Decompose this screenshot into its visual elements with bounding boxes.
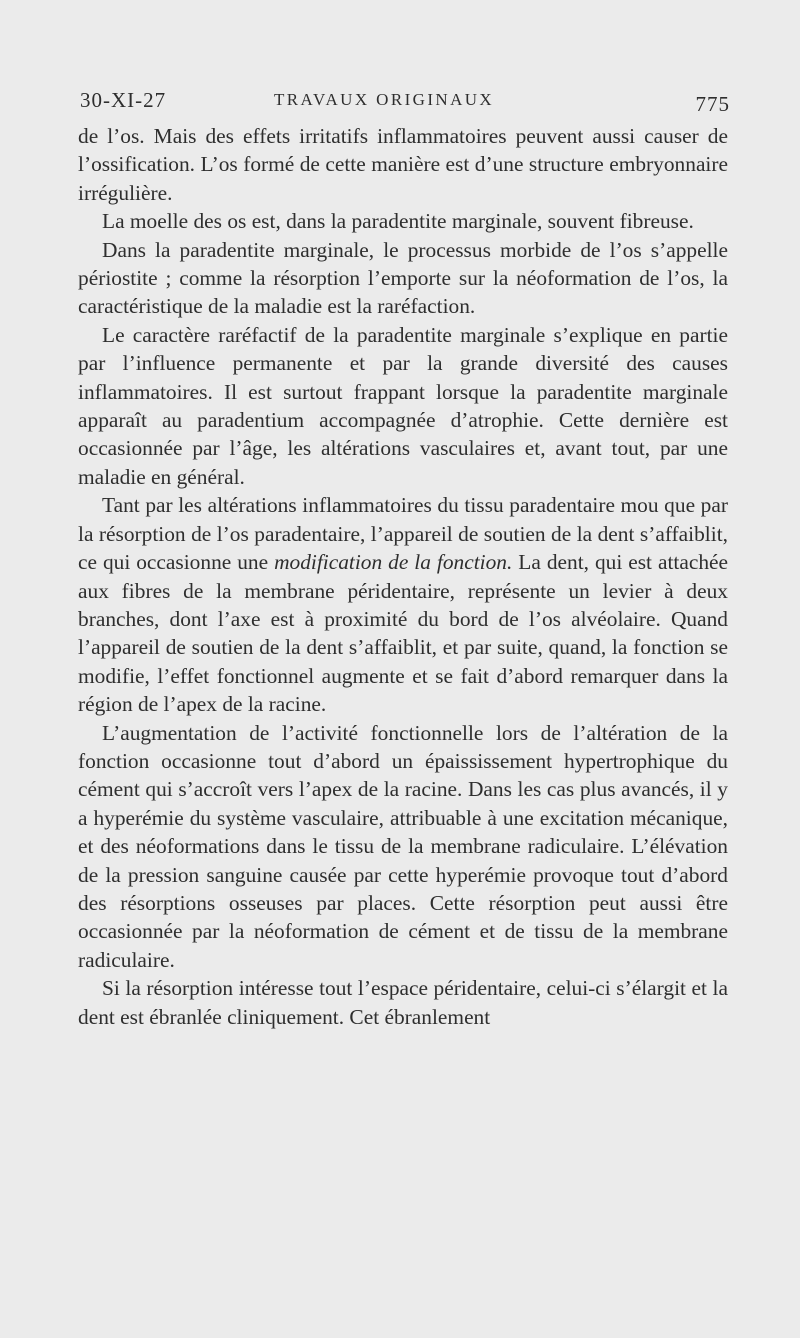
paragraph-3: Dans la paradentite marginale, le processus morbide de l’os s’appelle périostite ; comme la résorption l’emporte sur la néoformation de l’os, la caractéristique de la maladie est la raréfaction. [78,237,728,319]
paragraph-6: L’augmentation de l’activité fonctionnelle lors de l’altération de la fonction occasionne tout d’abord un épaississement hypertrophique du cément qui s’accroît vers l’apex de la racine. Dans les cas plus avancés, il y a hyperémie du système vasculaire, attribuable à une excitation mécanique, et des néoformations dans le tissu de la membrane radiculaire. L’élévation de la pression sanguine causée par cette hyperémie provoque tout d’abord des résorptions osseuses par places. Cette résorption peut aussi être occasionnée par la néoformation de cément et de tissu de la membrane radiculaire. [78,720,728,972]
book-page [78,88,728,1031]
paragraph-1: de l’os. Mais des effets irritatifs inflammatoires peuvent aussi causer de l’ossification. L’os formé de cette manière est d’une structure embryonnaire irrégulière. [78,124,728,205]
body-text [78,122,728,1031]
running-header [78,88,728,122]
paragraph-5 [78,491,728,718]
paragraph-5-text-after: La dent, qui est attachée aux fibres de la membrane péridentaire, représente un levier à deux branches, dont l’axe est à proximité du bord de l’os alvéolaire. Quand l’appareil de soutien de la dent s’affaiblit, et par suite, quand, la fonction se modifie, l’effet fonctionnel augmente et se fait d’abord remarquer dans la région de l’apex de la racine. [78,550,728,717]
page-number: 775 [695,92,730,116]
paragraph-5-emphasis: modification de la fonction. [274,550,513,575]
paragraph-2: La moelle des os est, dans la paradentite marginale, souvent fibreuse. [102,209,694,234]
paragraph-5-text-before: Tant par les altérations inflammatoires du tissu paradentaire mou que par la résorption de l’os paradentaire, l’appareil de soutien de la dent s’affaiblit, ce qui occasionne une [78,493,728,575]
paragraph-4: Le caractère raréfactif de la paradentite marginale s’explique en partie par l’influence permanente et par la grande diversité des causes inflammatoires. Il est surtout frappant lorsque la paradentite marginale apparaît au paradentium accompagnée d’atrophie. Cette dernière est occasionnée par l’âge, les altérations vasculaires et, avant tout, par une maladie en général. [78,322,728,489]
header-date: 30-XI-27 [80,88,167,112]
header-section-title: TRAVAUX ORIGINAUX [274,90,495,109]
paragraph-7: Si la résorption intéresse tout l’espace péridentaire, celui-ci s’élargit et la dent est ébranlée cliniquement. Cet ébranlement [78,976,728,1029]
